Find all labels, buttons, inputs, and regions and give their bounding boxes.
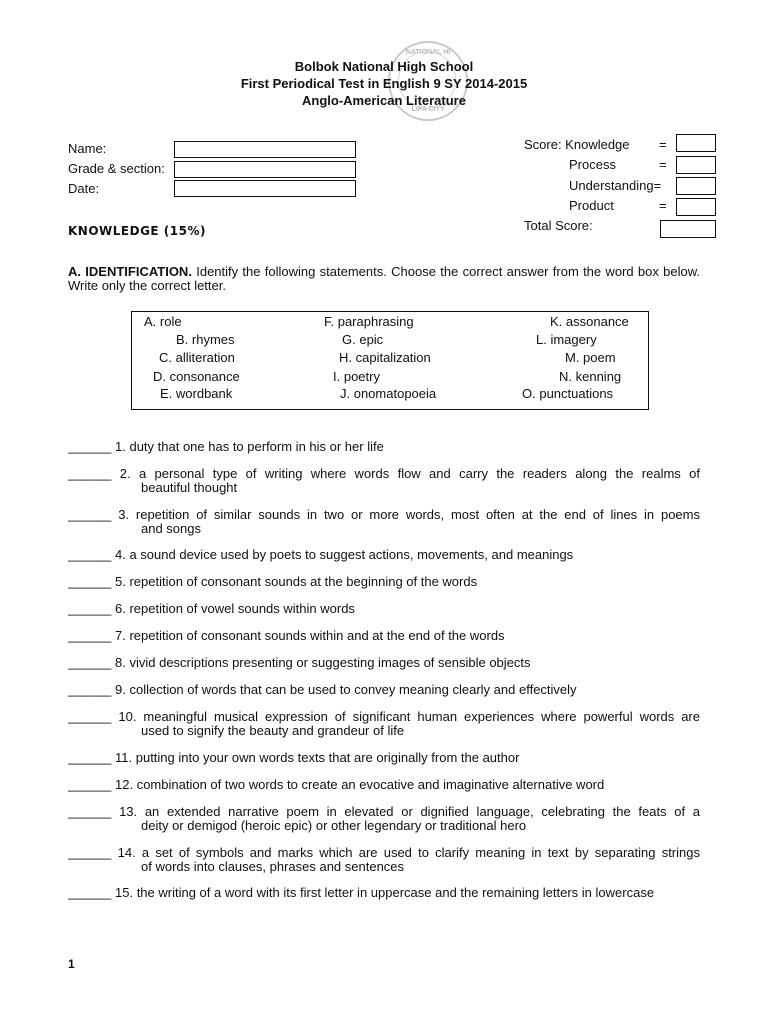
question-text: 4. a sound device used by poets to suggest actions, movements, and meanings <box>115 547 574 562</box>
answer-blank[interactable]: ______ <box>68 655 112 670</box>
answer-blank[interactable]: ______ <box>68 804 112 819</box>
answer-blank[interactable]: ______ <box>68 682 112 697</box>
question-text: 9. collection of words that can be used to convey meaning clearly and effectively <box>115 682 577 697</box>
question-text: 10. meaningful musical expression of significant human experiences where powerful words are <box>118 709 700 724</box>
answer-blank[interactable]: ______ <box>68 439 112 454</box>
question-text-continued: beautiful thought <box>141 479 238 495</box>
word-option-e: E. wordbank <box>160 386 233 401</box>
score-knowledge-eq: = <box>659 137 667 152</box>
total-score-label: Total Score: <box>524 218 593 233</box>
subject-title: Anglo-American Literature <box>302 93 466 108</box>
answer-blank[interactable]: ______ <box>68 750 112 765</box>
question-8 <box>68 656 700 670</box>
word-option-k: K. assonance <box>550 314 629 329</box>
word-option-g: G. epic <box>342 332 384 347</box>
score-knowledge-box[interactable] <box>676 134 716 152</box>
date-label: Date: <box>68 181 100 196</box>
word-option-l: L. imagery <box>536 332 597 347</box>
answer-blank[interactable]: ______ <box>68 777 112 792</box>
seal-top-text: NATIONAL HI <box>405 49 451 56</box>
name-field[interactable] <box>174 141 356 158</box>
word-option-a: A. role <box>144 314 182 329</box>
question-15 <box>68 886 700 900</box>
score-understanding-eq: = <box>653 178 662 193</box>
score-process-label: Process <box>569 157 616 172</box>
question-text: 5. repetition of consonant sounds at the beginning of the words <box>115 574 478 589</box>
score-process-box[interactable] <box>676 156 716 174</box>
instruction-text: Identify the following statements. Choose the correct answer from the word box below. Write only the correct letter. <box>68 264 700 293</box>
page-number: 1 <box>68 957 75 971</box>
question-text-continued: deity or demigod (heroic epic) or other legendary or traditional hero <box>141 817 527 833</box>
question-text: 8. vivid descriptions presenting or suggesting images of sensible objects <box>115 655 531 670</box>
word-option-j: J. onomatopoeia <box>340 386 437 401</box>
understanding-text: Understanding <box>569 178 654 193</box>
question-2 <box>68 467 700 494</box>
grade-section-field[interactable] <box>174 161 356 178</box>
score-understanding-label <box>569 178 661 193</box>
answer-blank[interactable]: ______ <box>68 574 112 589</box>
question-text: 6. repetition of vowel sounds within words <box>115 601 355 616</box>
answer-blank[interactable]: ______ <box>68 885 112 900</box>
identification-instruction <box>68 265 700 293</box>
word-option-h: H. capitalization <box>339 350 431 365</box>
question-5 <box>68 575 700 589</box>
question-text-continued: used to signify the beauty and grandeur of life <box>141 722 405 738</box>
question-text: 14. a set of symbols and marks which are used to clarify meaning in text by separating strings <box>117 845 700 860</box>
score-understanding-box[interactable] <box>676 177 716 195</box>
question-4 <box>68 548 700 562</box>
question-9 <box>68 683 700 697</box>
word-option-f: F. paraphrasing <box>324 314 414 329</box>
name-label: Name: <box>68 141 107 156</box>
word-option-o: O. punctuations <box>522 386 614 401</box>
question-13 <box>68 805 700 832</box>
word-option-n: N. kenning <box>559 369 622 384</box>
knowledge-heading: KNOWLEDGE (15%) <box>68 224 206 238</box>
answer-blank[interactable]: ______ <box>68 709 112 724</box>
score-process-eq: = <box>659 157 667 172</box>
question-3 <box>68 508 700 535</box>
question-text: 12. combination of two words to create an evocative and imaginative alternative word <box>115 777 605 792</box>
word-option-d: D. consonance <box>153 369 240 384</box>
question-text: 7. repetition of consonant sounds within and at the end of the words <box>115 628 505 643</box>
question-text: 11. putting into your own words texts that are originally from the author <box>115 750 520 765</box>
word-box <box>131 311 649 410</box>
answer-blank[interactable]: ______ <box>68 547 112 562</box>
date-field[interactable] <box>174 180 356 197</box>
question-text: 13. an extended narrative poem in elevated or dignified language, celebrating the feats of a <box>119 804 700 819</box>
question-6 <box>68 602 700 616</box>
question-text: 2. a personal type of writing where words flow and carry the readers along the realms of <box>119 466 700 481</box>
question-14 <box>68 846 700 873</box>
total-score-box[interactable] <box>660 220 716 238</box>
part-title: A. IDENTIFICATION. <box>68 264 192 279</box>
test-title: First Periodical Test in English 9 SY 2014-2015 <box>240 76 528 91</box>
score-product-box[interactable] <box>676 198 716 216</box>
word-option-b: B. rhymes <box>176 332 235 347</box>
question-7 <box>68 629 700 643</box>
word-option-m: M. poem <box>565 350 616 365</box>
grade-section-label: Grade & section: <box>68 161 165 176</box>
school-name: Bolbok National High School <box>294 59 474 74</box>
word-option-i: I. poetry <box>333 369 380 384</box>
score-product-label: Product <box>569 198 614 213</box>
question-text-continued: of words into clauses, phrases and sentences <box>141 858 405 874</box>
answer-blank[interactable]: ______ <box>68 628 112 643</box>
question-text: 15. the writing of a word with its first letter in uppercase and the remaining letters in lowercase <box>115 885 655 900</box>
question-12 <box>68 778 700 792</box>
score-product-eq: = <box>659 198 667 213</box>
answer-blank[interactable]: ______ <box>68 507 112 522</box>
question-text-continued: and songs <box>141 520 201 536</box>
question-text: 1. duty that one has to perform in his or her life <box>115 439 384 454</box>
question-10 <box>68 710 700 737</box>
word-option-c: C. alliteration <box>159 350 235 365</box>
answer-blank[interactable]: ______ <box>68 466 112 481</box>
question-1 <box>68 440 700 454</box>
question-11 <box>68 751 700 765</box>
question-text: 3. repetition of similar sounds in two or more words, most often at the end of lines in poems <box>118 507 700 522</box>
score-knowledge-label: Score: Knowledge <box>524 137 630 152</box>
answer-blank[interactable]: ______ <box>68 601 112 616</box>
answer-blank[interactable]: ______ <box>68 845 112 860</box>
seal-bottom-text: LIPA CITY <box>411 106 445 113</box>
